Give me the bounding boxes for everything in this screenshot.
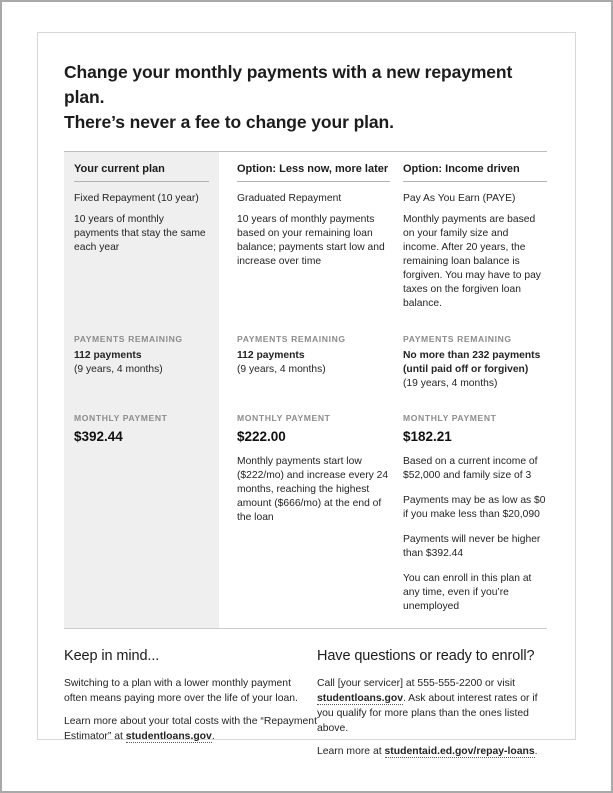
column-header-income-driven bbox=[391, 152, 547, 182]
studentloans-gov-link-2[interactable]: studentloans.gov bbox=[316, 693, 403, 704]
plan-cell-current bbox=[64, 182, 219, 311]
monthly-payment-note-paye-2: Payments may be as low as $0 if you make less than $20,090 bbox=[403, 495, 546, 520]
repayment-plan-comparison-table bbox=[64, 151, 547, 629]
monthly-payment-amount-current: $392.44 bbox=[74, 429, 123, 444]
column-header-current-plan bbox=[64, 152, 219, 182]
plan-description-paye: Monthly payments are based on your family size and income. After 20 years, the remaining loan balance is forgiven. You may have to pay taxes on the forgiven loan balance. bbox=[403, 214, 541, 309]
document-page bbox=[37, 32, 576, 757]
payments-remaining-label-paye: PAYMENTS REMAINING bbox=[403, 334, 512, 344]
keep-in-mind-paragraph2-text: Learn more about your total costs with the “Repayment Estimator” at bbox=[64, 716, 317, 742]
monthly-payment-cell-current bbox=[64, 391, 219, 628]
questions-paragraph2 bbox=[317, 744, 547, 759]
keep-in-mind-heading: Keep in mind... bbox=[64, 648, 160, 664]
studentloans-gov-link[interactable]: studentloans.gov bbox=[125, 731, 212, 742]
plan-description-graduated: 10 years of monthly payments based on your remaining loan balance; payments start low and increase over time bbox=[237, 214, 385, 267]
plan-cell-graduated bbox=[219, 182, 391, 311]
monthly-payment-note-paye-4: You can enroll in this plan at any time, even if you’re unemployed bbox=[403, 573, 532, 612]
payments-remaining-label-graduated: PAYMENTS REMAINING bbox=[237, 334, 346, 344]
page-title-line1: Change your monthly payments with a new repayment plan. bbox=[64, 62, 513, 107]
questions-paragraph1 bbox=[317, 676, 547, 736]
column-header-less-now-more-later-label: Option: Less now, more later bbox=[237, 163, 390, 182]
monthly-payment-label-paye: MONTHLY PAYMENT bbox=[403, 413, 497, 423]
column-header-less-now-more-later bbox=[219, 152, 391, 182]
monthly-payment-cell-paye bbox=[391, 391, 547, 628]
plan-name-paye: Pay As You Earn (PAYE) bbox=[403, 193, 516, 204]
column-header-current-plan-label: Your current plan bbox=[74, 163, 209, 182]
monthly-payment-label-graduated: MONTHLY PAYMENT bbox=[237, 413, 331, 423]
questions-section bbox=[317, 647, 547, 767]
payments-remaining-duration-paye: (19 years, 4 months) bbox=[403, 378, 498, 389]
column-header-income-driven-label: Option: Income driven bbox=[403, 163, 547, 182]
payments-remaining-cell-current bbox=[64, 311, 219, 391]
studentaid-repay-loans-link[interactable]: studentaid.ed.gov/repay-loans bbox=[384, 746, 535, 757]
monthly-payment-label-current: MONTHLY PAYMENT bbox=[74, 413, 168, 423]
plan-name-graduated: Graduated Repayment bbox=[237, 193, 342, 204]
payments-remaining-value-graduated: 112 payments bbox=[237, 350, 305, 361]
monthly-payment-amount-graduated: $222.00 bbox=[237, 429, 286, 444]
questions-paragraph2-text: Learn more at bbox=[316, 746, 385, 757]
payments-remaining-value2-paye: (until paid off or forgiven) bbox=[403, 364, 529, 375]
keep-in-mind-paragraph1: Switching to a plan with a lower monthly payment often means paying more over the life of your loan. bbox=[64, 678, 298, 704]
questions-heading: Have questions or ready to enroll? bbox=[316, 648, 535, 664]
keep-in-mind-section bbox=[64, 647, 317, 767]
questions-paragraph1-rest: . Ask about interest rates or if you qualify for more plans than the ones listed above. bbox=[316, 693, 538, 734]
payments-remaining-duration-current: (9 years, 4 months) bbox=[74, 364, 163, 375]
plan-table-grid bbox=[64, 152, 547, 628]
page-title-line2: There’s never a fee to change your plan. bbox=[64, 112, 394, 132]
questions-paragraph1-text: Call [your servicer] at 555-555-2200 or visit bbox=[316, 678, 516, 689]
keep-in-mind-paragraph2 bbox=[64, 714, 317, 744]
payments-remaining-cell-paye bbox=[391, 311, 547, 391]
payments-remaining-value-current: 112 payments bbox=[74, 350, 142, 361]
payments-remaining-cell-graduated bbox=[219, 311, 391, 391]
monthly-payment-note-paye-1: Based on a current income of $52,000 and family size of 3 bbox=[403, 456, 538, 481]
footer-section bbox=[64, 647, 547, 767]
payments-remaining-label-current: PAYMENTS REMAINING bbox=[74, 334, 183, 344]
monthly-payment-note-graduated: Monthly payments start low ($222/mo) and increase every 24 months, reaching the highest amount ($666/mo) at the end of the loan bbox=[237, 456, 389, 523]
payments-remaining-value-paye: No more than 232 payments bbox=[403, 350, 541, 361]
monthly-payment-note-paye-3: Payments will never be higher than $392.44 bbox=[403, 534, 541, 559]
monthly-payment-cell-graduated bbox=[219, 391, 391, 628]
questions-paragraph2-period: . bbox=[534, 746, 538, 757]
payments-remaining-duration-graduated: (9 years, 4 months) bbox=[237, 364, 326, 375]
plan-name-current: Fixed Repayment (10 year) bbox=[74, 193, 199, 204]
monthly-payment-amount-paye: $182.21 bbox=[403, 429, 452, 444]
plan-cell-paye bbox=[391, 182, 547, 311]
keep-in-mind-paragraph2-period: . bbox=[211, 731, 215, 742]
page-title bbox=[64, 60, 547, 135]
plan-description-current: 10 years of monthly payments that stay the same each year bbox=[74, 214, 206, 253]
